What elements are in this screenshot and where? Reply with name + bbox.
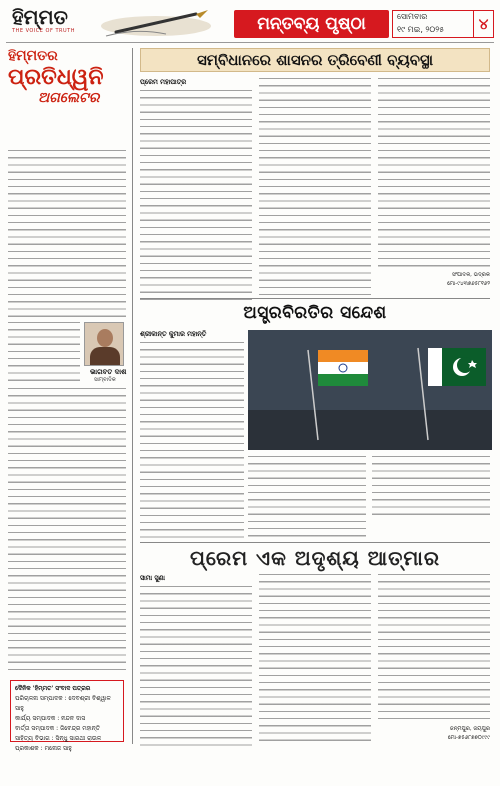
date-block <box>392 10 494 38</box>
credits-publisher: ପ୍ରକାଶକ : ମନୋଜ ସାହୁ <box>15 745 72 752</box>
article3-col3 <box>378 574 490 742</box>
header-divider <box>6 42 494 43</box>
left-article-body-2 <box>8 322 80 382</box>
article1-col1 <box>140 78 252 300</box>
brand-line-1: ହିମ୍ମତର <box>8 48 58 64</box>
credits-executive: କାର୍ଯ୍ୟ ସମ୍ପାଦକ : ନନ୍ଦନ ଦାସ <box>15 715 86 722</box>
brand-line-3: ଅଗଲେଟର <box>38 90 100 106</box>
page-number: ୪ <box>473 11 493 37</box>
pen-illustration-icon <box>96 6 216 40</box>
article2-headline: ଅସ୍ତ୍ରବିରତିର ସନ୍ଦେଶ <box>243 303 387 323</box>
credits-editor: ପରିଚାଳନା ସମ୍ପାଦକ : ଦେବଶ୍ରୀ ବିଶ୍ୱାଳ ସାହୁ <box>15 695 111 712</box>
article1-headline: ସମ୍ବିଧାନରେ ଶାସନର ତ୍ରିବେଣୀ ବ୍ୟବସ୍ଥା <box>140 48 490 72</box>
article2-col2 <box>248 456 366 540</box>
credits-literature: ସାହିତ୍ୟ ବିଭାଗ : ସିନ୍ଧୁ ସାରଥୀ ରାଉଳ <box>15 735 102 742</box>
article1-signature: ସଂପାଦକ, ଭଦ୍ରକ <box>451 272 490 278</box>
india-pakistan-flags-image <box>248 330 492 450</box>
credits-box <box>10 680 124 752</box>
author-photo <box>84 322 124 366</box>
left-article-body-3 <box>8 388 126 674</box>
article1-col2 <box>259 78 371 298</box>
author-designation: ସାମ୍ବାଦିକ <box>94 377 116 383</box>
article1-phone: ମୋ-୯୪୩୭୬୫୮୧୬୨ <box>447 281 490 287</box>
logo-text: ହିମ୍ମତ <box>12 5 68 29</box>
article-divider-2 <box>140 542 490 543</box>
article2-col1 <box>140 330 244 542</box>
article3-col2 <box>259 574 371 744</box>
date-label: ୧୯ ମଇ, ୨୦୨୫ <box>397 25 445 34</box>
article3-phone: ମୋ-୭୫୬୮୭୭୦୯୯୯ <box>447 735 490 741</box>
column-brand <box>8 48 126 143</box>
day-label: ସୋମବାର <box>397 12 428 21</box>
article1-col3 <box>378 78 490 288</box>
article2-col3 <box>372 456 490 520</box>
article3-author: ସାମା ସୁଣା <box>140 574 165 582</box>
article3-headline: ପ୍ରେମ ଏକ ଅଦୃଶ୍ୟ ଆତ୍ମାର <box>189 546 441 570</box>
newspaper-logo <box>12 6 76 40</box>
left-article-body <box>8 150 126 318</box>
logo-tagline: THE VOICE OF TRUTH <box>12 28 75 34</box>
brand-line-2: ପ୍ରତିଧ୍ୱନି <box>8 64 104 90</box>
column-divider <box>132 48 133 744</box>
article3-col1 <box>140 574 252 748</box>
credits-news-editor: ବାର୍ତ୍ତା ସମ୍ପାଦକ : ଜିବେନ୍ଦ୍ର ମହାନ୍ତି <box>15 725 101 732</box>
article3-signature: ଜନ୍ମପୁର, ଜୟପୁର <box>449 726 490 732</box>
credits-title: ଦୈନିକ 'ହିମ୍ମତ' ସଂବାଦ ପତ୍ରର <box>15 685 91 692</box>
author-name: ଭାଗବତ ଦାଶ <box>90 368 127 376</box>
section-banner: ମନ୍ତବ୍ୟ ପୃଷ୍ଠା <box>234 10 389 38</box>
article-divider <box>140 298 490 299</box>
article2-author: ଶ୍ରୀକାନ୍ତ କୁମାର ମହାନ୍ତି <box>140 330 207 338</box>
page-header <box>6 4 494 42</box>
article1-author: ପ୍ରେମ ମହାପାତ୍ର <box>140 78 187 86</box>
